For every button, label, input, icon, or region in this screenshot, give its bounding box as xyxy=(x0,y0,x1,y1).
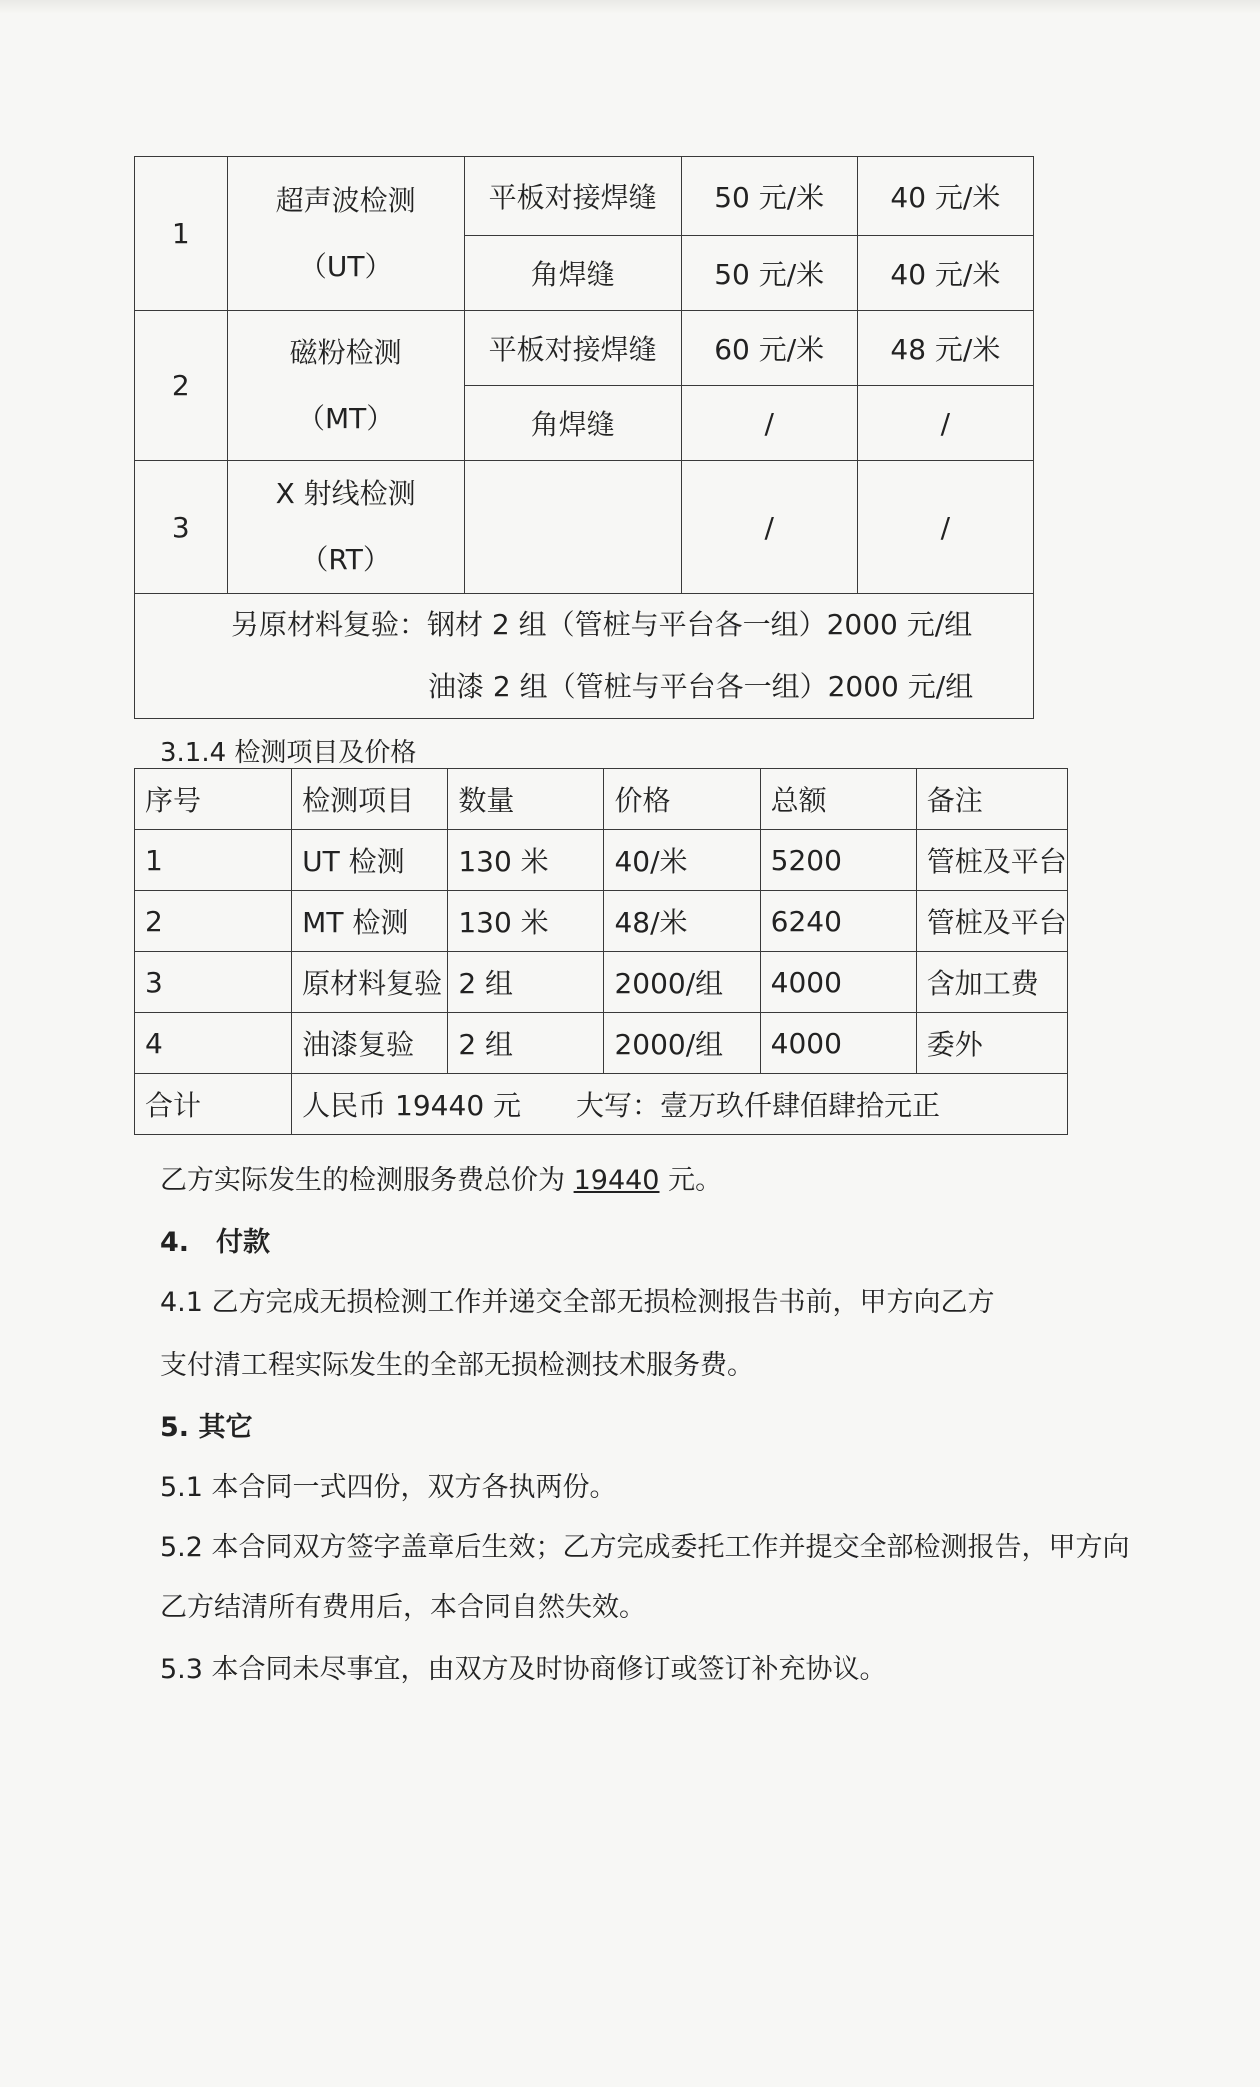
cell-no: 2 xyxy=(135,891,292,952)
summary-amount: 19440 xyxy=(573,1165,660,1196)
table-row xyxy=(135,830,1068,891)
cell-item: 油漆复验 xyxy=(292,1013,448,1074)
price-1: 50 元/米 xyxy=(681,236,857,311)
cell-qty: 130 米 xyxy=(448,830,604,891)
section-5-1: 5.1 本合同一式四份，双方各执两份。 xyxy=(160,1472,617,1503)
price-2: / xyxy=(857,461,1033,594)
weld-type: 角焊缝 xyxy=(464,236,681,311)
cell-no: 4 xyxy=(135,1013,292,1074)
cell-total: 5200 xyxy=(760,830,916,891)
total-amount-cell xyxy=(292,1074,1068,1135)
total-amount: 人民币 19440 元 xyxy=(302,1089,522,1122)
cell-total: 4000 xyxy=(760,1013,916,1074)
total-upper: 大写：壹万玖仟肆佰肆拾元正 xyxy=(575,1089,940,1122)
section-3-1-4-title: 3.1.4 检测项目及价格 xyxy=(160,738,417,768)
weld-type: 角焊缝 xyxy=(464,386,681,461)
summary-prefix: 乙方实际发生的检测服务费总价为 xyxy=(160,1165,574,1196)
header-cell: 总额 xyxy=(760,769,916,830)
cell-item: MT 检测 xyxy=(292,891,448,952)
price-2: / xyxy=(857,386,1033,461)
section-5-3: 5.3 本合同未尽事宜，由双方及时协商修订或签订补充协议。 xyxy=(160,1654,887,1685)
item-name: 磁粉检测 xyxy=(289,335,402,369)
section-5-2-line-1: 5.2 本合同双方签字盖章后生效；乙方完成委托工作并提交全部检测报告，甲方向 xyxy=(160,1532,1130,1563)
weld-type: 平板对接焊缝 xyxy=(464,157,681,236)
cell-remark: 委外 xyxy=(916,1013,1067,1074)
row-number: 2 xyxy=(135,311,228,461)
total-row xyxy=(135,1074,1068,1135)
cell-remark: 管桩及平台 xyxy=(916,891,1067,952)
header-cell: 备注 xyxy=(916,769,1067,830)
header-cell: 序号 xyxy=(135,769,292,830)
price-1: / xyxy=(681,461,857,594)
weld-type xyxy=(464,461,681,594)
table-header-row xyxy=(135,769,1068,830)
weld-type: 平板对接焊缝 xyxy=(464,311,681,386)
section-5-2-line-2: 乙方结清所有费用后，本合同自然失效。 xyxy=(160,1592,646,1623)
cell-price: 40/米 xyxy=(604,830,760,891)
section-4-title: 4. 付款 xyxy=(160,1227,271,1258)
item-code: （RT） xyxy=(300,543,391,576)
item-cell xyxy=(227,157,464,311)
item-cell xyxy=(227,311,464,461)
cell-remark: 含加工费 xyxy=(916,952,1067,1013)
material-retest-note xyxy=(135,594,1034,719)
price-2: 40 元/米 xyxy=(857,236,1033,311)
cell-item: 原材料复验 xyxy=(292,952,448,1013)
scan-edge xyxy=(0,0,1260,14)
cell-qty: 130 米 xyxy=(448,891,604,952)
items-price-table xyxy=(134,768,1068,1135)
price-2: 48 元/米 xyxy=(857,311,1033,386)
cell-price: 2000/组 xyxy=(604,952,760,1013)
table-row xyxy=(135,1013,1068,1074)
cell-total: 6240 xyxy=(760,891,916,952)
price-1: / xyxy=(681,386,857,461)
section-4-1-line-1: 4.1 乙方完成无损检测工作并递交全部无损检测报告书前，甲方向乙方 xyxy=(160,1287,995,1318)
item-name: 超声波检测 xyxy=(275,183,416,217)
price-1: 60 元/米 xyxy=(681,311,857,386)
cell-price: 48/米 xyxy=(604,891,760,952)
header-cell: 检测项目 xyxy=(292,769,448,830)
note-line-2: 油漆 2 组（管桩与平台各一组）2000 元/组 xyxy=(428,670,974,703)
table-row xyxy=(135,952,1068,1013)
cell-remark: 管桩及平台 xyxy=(916,830,1067,891)
total-label: 合计 xyxy=(135,1074,292,1135)
price-1: 50 元/米 xyxy=(681,157,857,236)
cell-no: 3 xyxy=(135,952,292,1013)
inspection-price-table xyxy=(134,156,1034,719)
summary-suffix: 元。 xyxy=(659,1165,723,1196)
item-code: （UT） xyxy=(298,249,393,283)
item-cell xyxy=(227,461,464,594)
cell-qty: 2 组 xyxy=(448,1013,604,1074)
item-code: （MT） xyxy=(297,401,395,435)
row-number: 1 xyxy=(135,157,228,311)
cell-item: UT 检测 xyxy=(292,830,448,891)
section-5-title: 5. 其它 xyxy=(160,1412,253,1443)
cell-no: 1 xyxy=(135,830,292,891)
price-2: 40 元/米 xyxy=(857,157,1033,236)
table-row xyxy=(135,891,1068,952)
item-name: X 射线检测 xyxy=(275,477,416,510)
header-cell: 价格 xyxy=(604,769,760,830)
cell-qty: 2 组 xyxy=(448,952,604,1013)
note-line-1: 另原材料复验：钢材 2 组（管桩与平台各一组）2000 元/组 xyxy=(231,608,973,641)
cell-total: 4000 xyxy=(760,952,916,1013)
row-number: 3 xyxy=(135,461,228,594)
header-cell: 数量 xyxy=(448,769,604,830)
section-4-1-line-2: 支付清工程实际发生的全部无损检测技术服务费。 xyxy=(160,1350,754,1381)
cell-price: 2000/组 xyxy=(604,1013,760,1074)
service-fee-summary xyxy=(160,1163,722,1199)
